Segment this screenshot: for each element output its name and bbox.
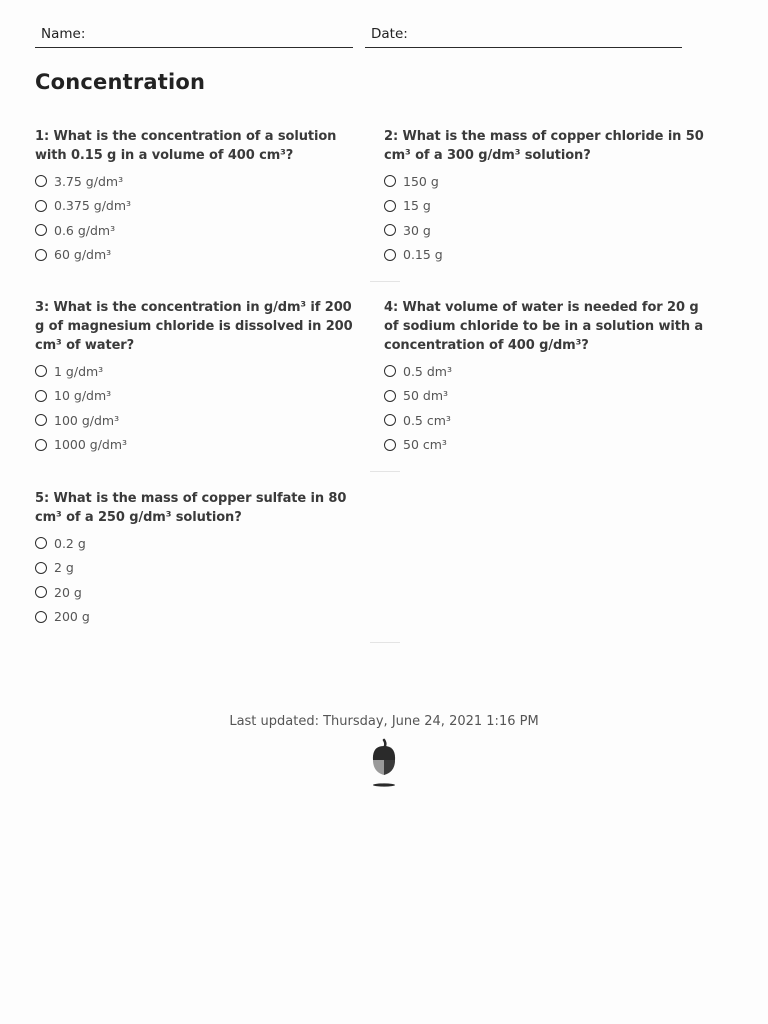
radio-icon[interactable]: [35, 390, 47, 402]
option-label: 3.75 g/dm³: [54, 173, 124, 189]
page-title: Concentration: [35, 70, 206, 94]
question-prompt: What volume of water is needed for 20 g of sodium chloride to be in a solution with a concentration of 400 g/dm³?: [384, 300, 704, 353]
section-divider: [370, 471, 400, 472]
radio-icon[interactable]: [35, 439, 47, 451]
question-4: [384, 298, 704, 457]
section-divider: [370, 642, 400, 643]
question-prompt: What is the concentration of a solution with 0.15 g in a volume of 400 cm³?: [35, 129, 337, 163]
option-label: 50 cm³: [403, 437, 447, 453]
radio-icon[interactable]: [35, 224, 47, 236]
radio-icon[interactable]: [35, 249, 47, 261]
radio-icon[interactable]: [35, 611, 47, 623]
question-number: 3:: [35, 300, 50, 315]
name-label: Name:: [41, 26, 86, 42]
option-label: 15 g: [403, 198, 431, 214]
question-3: [35, 298, 355, 457]
question-5: [35, 489, 355, 629]
answer-option[interactable]: [384, 169, 704, 194]
option-label: 0.6 g/dm³: [54, 222, 116, 238]
answer-option[interactable]: [384, 243, 704, 268]
question-1: [35, 127, 355, 267]
radio-icon[interactable]: [384, 224, 396, 236]
option-label: 2 g: [54, 560, 74, 576]
radio-icon[interactable]: [35, 586, 47, 598]
option-label: 0.5 dm³: [403, 363, 452, 379]
radio-icon[interactable]: [384, 200, 396, 212]
radio-icon[interactable]: [384, 414, 396, 426]
option-label: 0.375 g/dm³: [54, 198, 132, 214]
section-divider: [370, 281, 400, 282]
acorn-icon: [366, 738, 402, 794]
answer-option[interactable]: [35, 433, 355, 458]
answer-option[interactable]: [384, 218, 704, 243]
option-label: 30 g: [403, 222, 431, 238]
question-2: [384, 127, 704, 267]
answer-option[interactable]: [35, 218, 355, 243]
radio-icon[interactable]: [35, 537, 47, 549]
answer-option[interactable]: [35, 605, 355, 630]
name-field[interactable]: [35, 24, 353, 48]
radio-icon[interactable]: [384, 390, 396, 402]
question-prompt: What is the mass of copper chloride in 50 cm³ of a 300 g/dm³ solution?: [384, 129, 704, 163]
question-prompt: What is the concentration in g/dm³ if 200 g of magnesium chloride is dissolved in 200 cm³ of water?: [35, 300, 353, 353]
option-label: 60 g/dm³: [54, 247, 112, 263]
answer-option[interactable]: [35, 169, 355, 194]
question-number: 1:: [35, 129, 50, 144]
option-label: 0.5 cm³: [403, 412, 451, 428]
option-label: 1000 g/dm³: [54, 437, 128, 453]
radio-icon[interactable]: [384, 365, 396, 377]
option-label: 20 g: [54, 584, 82, 600]
answer-option[interactable]: [384, 433, 704, 458]
option-label: 0.15 g: [403, 247, 443, 263]
question-text: [35, 127, 355, 165]
question-number: 2:: [384, 129, 399, 144]
answer-option[interactable]: [35, 359, 355, 384]
option-label: 1 g/dm³: [54, 363, 104, 379]
date-label: Date:: [371, 26, 408, 42]
question-text: [384, 298, 704, 355]
radio-icon[interactable]: [35, 200, 47, 212]
answer-option[interactable]: [384, 384, 704, 409]
radio-icon[interactable]: [35, 365, 47, 377]
radio-icon[interactable]: [384, 439, 396, 451]
question-prompt: What is the mass of copper sulfate in 80 cm³ of a 250 g/dm³ solution?: [35, 491, 347, 525]
option-label: 200 g: [54, 609, 90, 625]
radio-icon[interactable]: [384, 249, 396, 261]
radio-icon[interactable]: [384, 175, 396, 187]
date-field[interactable]: [365, 24, 682, 48]
option-label: 100 g/dm³: [54, 412, 120, 428]
answer-option[interactable]: [35, 194, 355, 219]
answer-option[interactable]: [35, 243, 355, 268]
answer-option[interactable]: [35, 556, 355, 581]
radio-icon[interactable]: [35, 562, 47, 574]
option-label: 50 dm³: [403, 388, 449, 404]
answer-option[interactable]: [384, 194, 704, 219]
option-label: 150 g: [403, 173, 439, 189]
question-text: [35, 298, 355, 355]
option-label: 0.2 g: [54, 535, 86, 551]
option-label: 10 g/dm³: [54, 388, 112, 404]
last-updated-text: Last updated: Thursday, June 24, 2021 1:16 PM: [229, 714, 539, 729]
question-text: [35, 489, 355, 527]
answer-option[interactable]: [384, 359, 704, 384]
answer-option[interactable]: [384, 408, 704, 433]
answer-option[interactable]: [35, 408, 355, 433]
question-number: 4:: [384, 300, 399, 315]
answer-option[interactable]: [35, 384, 355, 409]
answer-option[interactable]: [35, 580, 355, 605]
answer-option[interactable]: [35, 531, 355, 556]
radio-icon[interactable]: [35, 414, 47, 426]
question-text: [384, 127, 704, 165]
radio-icon[interactable]: [35, 175, 47, 187]
question-number: 5:: [35, 491, 50, 506]
